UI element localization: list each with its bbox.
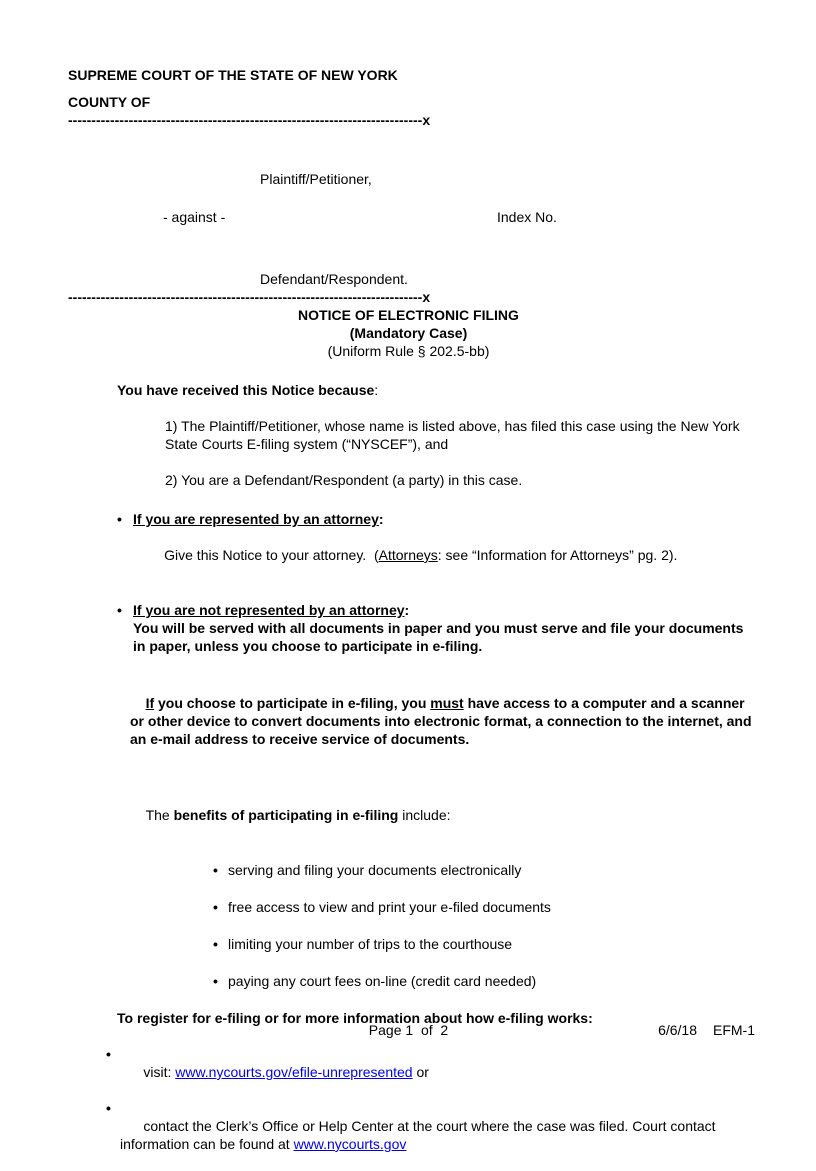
choose-participate-paragraph: If you choose to participate in e-filing, you must have access to a computer and a scanner or other device to convert documents into electronic format, a connection to the internet, and an e-mail address to receive service of documents. xyxy=(130,695,756,747)
not-represented-title: If you are not represented by an attorney: xyxy=(133,602,410,618)
bullet-icon: • xyxy=(213,899,218,915)
bullet-icon: • xyxy=(117,511,122,527)
visit-bullet-item: • visit: www.nycourts.gov/efile-unrepresented or xyxy=(106,1045,749,1099)
court-name: SUPREME COURT OF THE STATE OF NEW YORK xyxy=(68,67,398,83)
efile-unrepresented-link[interactable]: www.nycourts.gov/efile-unrepresented xyxy=(175,1064,413,1080)
register-heading: To register for e-filing or for more information about how e-filing works: xyxy=(117,1010,593,1026)
received-item-2: 2) You are a Defendant/Respondent (a party) in this case. xyxy=(165,472,523,488)
not-represented-bullet-item xyxy=(117,601,749,655)
page-number: Page 1 of 2 xyxy=(368,1022,449,1038)
notice-title-block xyxy=(68,306,749,360)
index-no-label: Index No. xyxy=(497,209,557,225)
represented-body: Give this Notice to your attorney. (Attorneys: see “Information for Attorneys” pg. 2). xyxy=(164,547,678,563)
bullet-icon: • xyxy=(117,602,122,618)
benefit-item-1: • serving and filing your documents electronically xyxy=(213,862,522,878)
defendant-label: Defendant/Respondent. xyxy=(260,271,408,287)
notice-rule: (Uniform Rule § 202.5-bb) xyxy=(327,343,490,359)
represented-title: If you are represented by an attorney: xyxy=(133,511,384,527)
not-represented-body: You will be served with all documents in paper and you must serve and file your documents in paper, unless you choose to participate in e-filing. xyxy=(133,620,744,654)
page-footer xyxy=(68,1021,755,1039)
bullet-icon: • xyxy=(106,1100,111,1116)
represented-bullet-item xyxy=(117,510,749,582)
form-code: EFM-1 xyxy=(713,1022,755,1038)
plaintiff-label: Plaintiff/Petitioner, xyxy=(260,171,372,187)
received-item-1: 1) The Plaintiff/Petitioner, whose name is listed above, has filed this case using the New York State Courts E-filing system (“NYSCEF”), and xyxy=(165,418,740,452)
bullet-icon: • xyxy=(213,862,218,878)
benefit-item-2: • free access to view and print your e-filed documents xyxy=(213,899,551,915)
against-label: - against - xyxy=(163,209,226,225)
benefit-item-4: • paying any court fees on-line (credit card needed) xyxy=(213,973,537,989)
bullet-icon: • xyxy=(213,936,218,952)
caption-divider-top: ----------------------------------------------------------------------------x xyxy=(68,112,431,128)
footer-date: 6/6/18 xyxy=(658,1022,697,1038)
notice-title: NOTICE OF ELECTRONIC FILING xyxy=(298,307,519,323)
nycourts-link[interactable]: www.nycourts.gov xyxy=(293,1136,407,1152)
bullet-icon: • xyxy=(213,973,218,989)
received-heading: You have received this Notice because: xyxy=(117,382,379,398)
benefit-item-3: • limiting your number of trips to the courthouse xyxy=(213,936,513,952)
county-line: COUNTY OF xyxy=(68,94,151,110)
contact-bullet-item: • contact the Clerk’s Office or Help Center at the court where the case was filed. Court contact information can be found at www.nycourts.gov xyxy=(106,1099,749,1171)
notice-subtitle: (Mandatory Case) xyxy=(349,325,468,341)
bullet-icon: • xyxy=(106,1046,111,1062)
benefits-intro: The benefits of participating in e-filing include: xyxy=(145,807,451,823)
caption-divider-bottom: ----------------------------------------------------------------------------x xyxy=(68,289,431,305)
against-row xyxy=(68,208,749,226)
